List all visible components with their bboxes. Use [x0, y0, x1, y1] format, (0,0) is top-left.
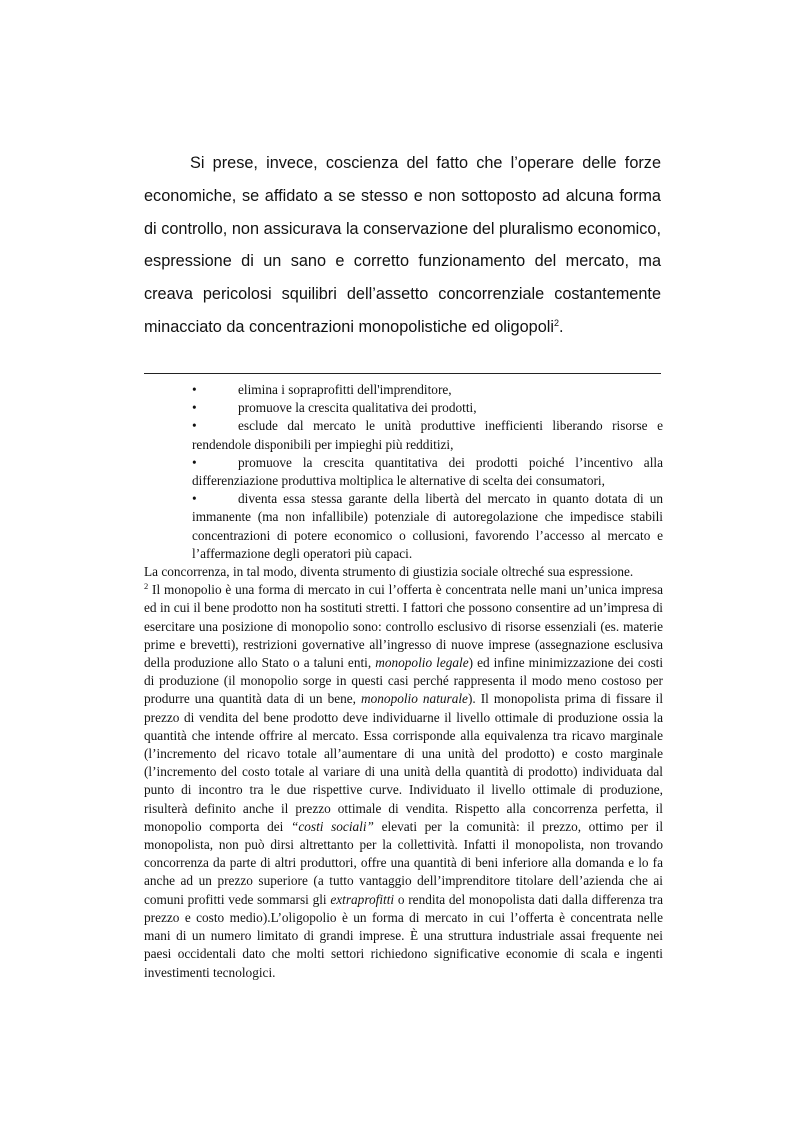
footnote-1-bullet-list — [144, 381, 663, 563]
bullet-icon: • — [192, 418, 197, 434]
bullet-icon: • — [192, 382, 197, 397]
bullet-icon: • — [192, 400, 197, 416]
list-item-text: promuove la crescita quantitativa dei prodotti poiché l’incentivo alla differenziazione produttiva moltiplica le alternative di scelta dei consumatori, — [192, 454, 663, 489]
footnote-2-text-4: elevati per la comunità: il prezzo, ottimo per il monopolista, non può dirsi altrettanto per la collettività. Infatti il monopolista, non trovando concorrenza da parte di altri produttori, offre una quantità di beni inferiore alla domanda e lo fa anche ad un prezzo superiore (a tutto vantaggio dell’imprenditore titolare dell’azienda che ai comuni profitti vede sommarsi gli — [144, 818, 664, 907]
footnote-1-closing: La concorrenza, in tal modo, diventa strumento di giustizia sociale oltreché sua espressione. — [144, 564, 634, 580]
list-item — [192, 490, 663, 563]
footnote-2-italic-4: extraprofitti — [330, 891, 395, 907]
footnote-reference[interactable]: 2 — [554, 317, 560, 328]
main-paragraph — [144, 147, 661, 344]
list-item-text: esclude dal mercato le unità produttive inefficienti liberando risorse e rendendole disponibili per impieghi più redditizi, — [192, 418, 663, 452]
footnote-2 — [144, 581, 663, 981]
list-item — [192, 399, 663, 417]
footnote-2-number: 2 — [144, 581, 149, 592]
main-paragraph-text: Si prese, invece, coscienza del fatto che l’operare delle forze economiche, se affidato a se stesso e non sottoposto ad alcuna forma di controllo, non assicurava la conservazione del pluralismo economico, espressione di un sano e corretto funzionamento del mercato, ma creava pericolosi squilibri dell’assetto concorrenziale costantemente minacciato da concentrazioni monopolistiche ed oligopoli — [144, 154, 661, 336]
main-paragraph-end: . — [559, 317, 564, 336]
footnote-2-italic-1: monopolio legale — [375, 655, 469, 671]
list-item — [192, 381, 663, 399]
footnote-2-text-2: ) ed infine minimizzazione dei costi di produzione (il monopolio sorge in questi casi perché rappresenta il modo meno costoso per produrre una quantità data di un bene, — [144, 655, 664, 707]
footnote-2-italic-2: monopolio naturale — [361, 691, 468, 707]
list-item-text: promuove la crescita qualitativa dei prodotti, — [238, 400, 477, 416]
footnote-2-italic-3: “costi sociali” — [290, 818, 374, 834]
footnotes — [144, 381, 663, 982]
footnote-2-text-1: Il monopolio è una forma di mercato in cui l’offerta è concentrata nelle mani un’unica impresa ed in cui il bene prodotto non ha sostituti stretti. I fattori che possono consentire ad un’impresa di esercitare una posizione di monopolio sono: controllo esclusivo di risorse essenziali (es. materie prime e brevetti), restrizioni governative all’ingresso di nuove imprese (assegnazione esclusiva della produzione allo Stato o a taluni enti, — [144, 582, 663, 671]
footnote-separator — [144, 373, 661, 374]
list-item-text: elimina i sopraprofitti dell'imprenditore, — [238, 382, 452, 397]
list-item-text: diventa essa stessa garante della libertà del mercato in quanto dotata di un immanente (ma non infallibile) potenziale di autoregolazione che impedisce stabili concentrazioni di potere economico o collusioni, favorendo l’accesso al mercato e l’affermazione degli operatori più capaci. — [192, 491, 663, 561]
footnote-2-text-3: ). Il monopolista prima di fissare il prezzo di vendita del bene prodotto deve individuarne il livello ottimale di produzione ossia la quantità che intende offrire al mercato. Essa corrisponde alla equivalenza tra ricavo marginale (l’incremento del ricavo totale all’aumentare di una unità del prodotto) e costo marginale (l’incremento del costo totale al variare di una unità della quantità di prodotto) individuata dal punto di incontro tra le due rispettive curve. Individuato il livello ottimale di produzione, risulterà definito anche il prezzo ottimale di vendita. Rispetto alla concorrenza perfetta, il monopolio comporta dei — [144, 691, 664, 834]
bullet-icon: • — [192, 491, 197, 507]
bullet-icon: • — [192, 454, 197, 470]
list-item — [192, 417, 663, 453]
list-item — [192, 454, 663, 490]
footnote-2-text-5: o rendita del monopolista dati dalla differenza tra prezzo e costo medio).L’oligopolio è un forma di mercato in cui l’offerta è concentrata nelle mani di un numero limitato di grandi imprese. È una struttura industriale assai frequente nei paesi occidentali dato che molti settori richiedono significative economie di scala e ingenti investimenti tecnologici. — [144, 891, 664, 980]
